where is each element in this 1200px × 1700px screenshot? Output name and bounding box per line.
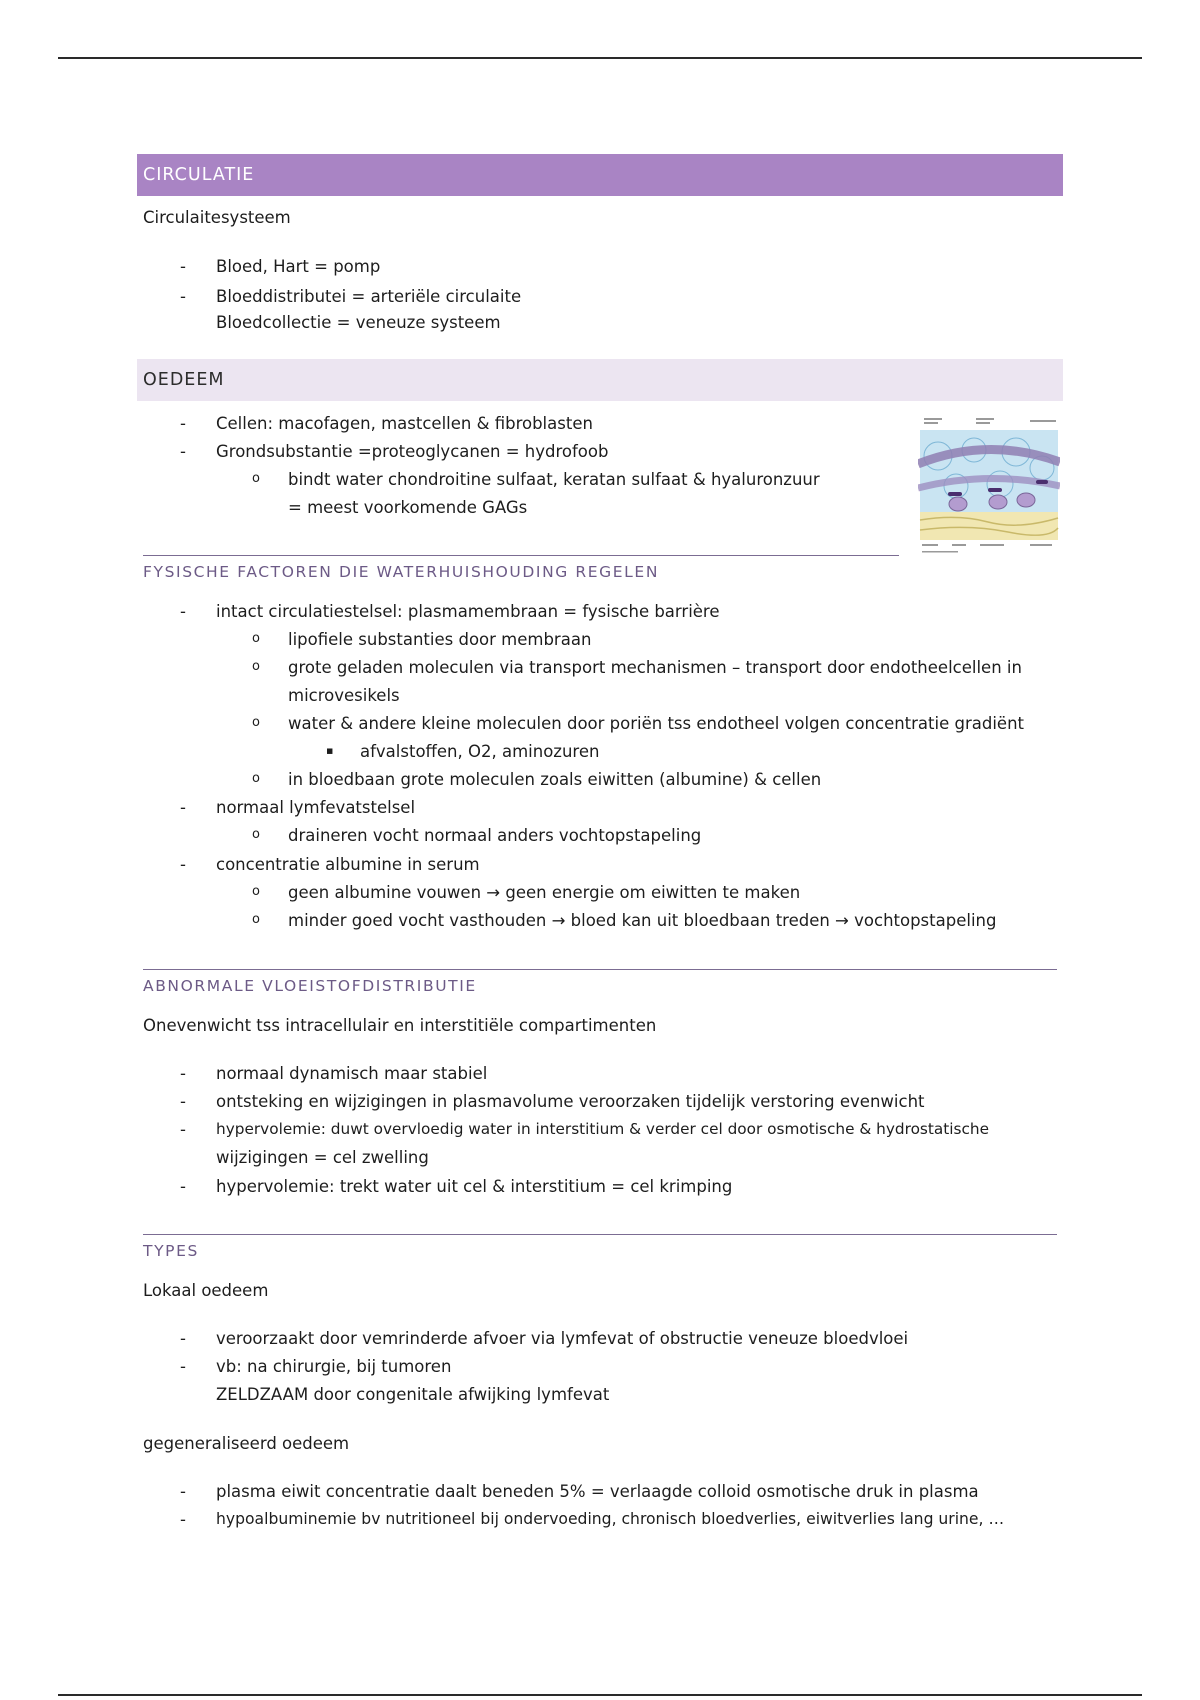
list-item: concentratie albumine in serum (216, 855, 480, 874)
list-item: normaal lymfevatstelsel (216, 798, 416, 817)
list-item: veroorzaakt door vemrinderde afvoer via lymfevat of obstructie veneuze bloedvloei (216, 1329, 909, 1348)
heading-circulatie: CIRCULATIE (137, 154, 1063, 196)
list-bullet: - (180, 442, 186, 461)
list-item: Grondsubstantie =proteoglycanen = hydrofoob (216, 442, 609, 461)
section-divider (143, 555, 899, 556)
abnormale-intro: Onevenwicht tss intracellulair en interstitiële compartimenten (143, 1016, 657, 1035)
list-bullet: - (180, 1329, 186, 1348)
list-subitem: minder goed vocht vasthouden → bloed kan uit bloedbaan treden → vochtopstapeling (288, 911, 997, 930)
list-subitem: water & andere kleine moleculen door poriën tss endotheel volgen concentratie gradiënt (288, 714, 1024, 733)
list-bullet: - (180, 414, 186, 433)
list-bullet: o (252, 884, 260, 899)
list-bullet: - (180, 1092, 186, 1111)
list-item-continuation: wijzigingen = cel zwelling (216, 1148, 429, 1167)
list-subitem: draineren vocht normaal anders vochtopstapeling (288, 826, 702, 845)
list-bullet: - (180, 1357, 186, 1376)
list-bullet: - (180, 1510, 186, 1529)
list-bullet: - (180, 602, 186, 621)
section-divider (143, 1234, 1057, 1235)
section-divider (143, 969, 1057, 970)
list-subitem-continuation: microvesikels (288, 686, 400, 705)
list-item: Bloeddistributei = arteriële circulaite (216, 287, 522, 306)
list-bullet: o (252, 471, 260, 486)
list-item: Bloed, Hart = pomp (216, 257, 381, 276)
heading-fysische-factoren: FYSISCHE FACTOREN DIE WATERHUISHOUDING REGELEN (143, 563, 660, 581)
list-bullet: - (180, 1120, 186, 1139)
list-bullet: - (180, 1482, 186, 1501)
list-bullet: - (180, 798, 186, 817)
list-item-continuation: Bloedcollectie = veneuze systeem (216, 313, 501, 332)
list-bullet: ▪ (326, 744, 334, 757)
list-subitem: bindt water chondroitine sulfaat, keratan sulfaat & hyaluronzuur (288, 470, 820, 489)
list-subsubitem: afvalstoffen, O2, aminozuren (360, 742, 600, 761)
list-bullet: - (180, 1177, 186, 1196)
list-subitem: lipofiele substanties door membraan (288, 630, 592, 649)
list-bullet: - (180, 287, 186, 306)
list-item: plasma eiwit concentratie daalt beneden 5% = verlaagde colloid osmotische druk in plasma (216, 1482, 979, 1501)
list-bullet: o (252, 715, 260, 730)
list-item: Cellen: macofagen, mastcellen & fibroblasten (216, 414, 593, 433)
list-item: hypervolemie: trekt water uit cel & interstitium = cel krimping (216, 1177, 733, 1196)
list-bullet: o (252, 659, 260, 674)
heading-oedeem: OEDEEM (137, 359, 1063, 401)
list-item: ontsteking en wijzigingen in plasmavolume veroorzaken tijdelijk verstoring evenwicht (216, 1092, 925, 1111)
list-subitem: in bloedbaan grote moleculen zoals eiwitten (albumine) & cellen (288, 770, 822, 789)
list-bullet: o (252, 771, 260, 786)
list-bullet: - (180, 855, 186, 874)
page-bottom-rule (58, 1694, 1142, 1696)
list-subitem: grote geladen moleculen via transport mechanismen – transport door endotheelcellen in (288, 658, 1022, 677)
circulatie-intro: Circulaitesysteem (143, 208, 291, 227)
extracellular-matrix-figure (918, 416, 1060, 556)
lokaal-oedeem-label: Lokaal oedeem (143, 1281, 269, 1300)
gegeneraliseerd-oedeem-label: gegeneraliseerd oedeem (143, 1434, 350, 1453)
list-subitem-continuation: = meest voorkomende GAGs (288, 498, 528, 517)
heading-types: TYPES (143, 1242, 199, 1260)
list-subitem: geen albumine vouwen → geen energie om eiwitten te maken (288, 883, 801, 902)
list-bullet: o (252, 912, 260, 927)
list-item-continuation: ZELDZAAM door congenitale afwijking lymfevat (216, 1385, 610, 1404)
list-item: hypervolemie: duwt overvloedig water in interstitium & verder cel door osmotische & hydrostatische (216, 1120, 990, 1138)
list-bullet: o (252, 631, 260, 646)
list-bullet: o (252, 827, 260, 842)
list-item: vb: na chirurgie, bij tumoren (216, 1357, 452, 1376)
list-item: hypoalbuminemie bv nutritioneel bij ondervoeding, chronisch bloedverlies, eiwitverlies lang urine, … (216, 1510, 1005, 1528)
list-bullet: - (180, 1064, 186, 1083)
list-bullet: - (180, 257, 186, 276)
page-top-rule (58, 57, 1142, 59)
list-item: intact circulatiestelsel: plasmamembraan = fysische barrière (216, 602, 720, 621)
list-item: normaal dynamisch maar stabiel (216, 1064, 488, 1083)
heading-abnormale-vloeistofdistributie: ABNORMALE VLOEISTOFDISTRIBUTIE (143, 977, 477, 995)
